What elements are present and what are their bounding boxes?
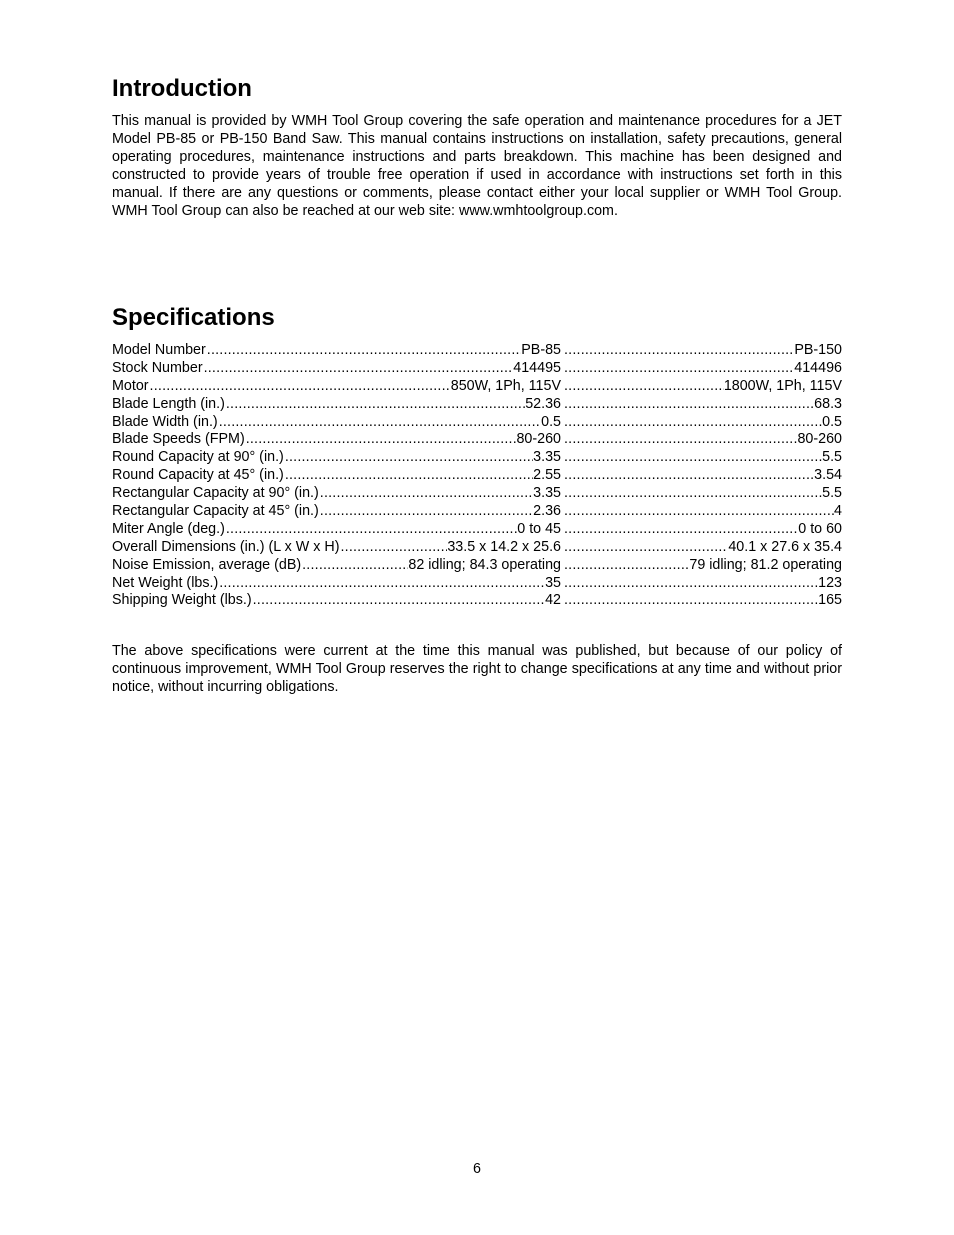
- dot-leader: [561, 342, 794, 360]
- specifications-heading: Specifications: [112, 304, 275, 331]
- spec-value-pb150: 4: [834, 503, 842, 520]
- spec-value-pb150: 40.1 x 27.6 x 35.4: [728, 538, 842, 555]
- spec-row-pb150-cell: [561, 485, 842, 503]
- spec-value-pb85: 0 to 45: [517, 520, 561, 537]
- spec-row-pb85-cell: [112, 592, 561, 610]
- spec-row-pb150-cell: [561, 342, 842, 360]
- dot-leader: [561, 431, 797, 449]
- spec-label: Rectangular Capacity at 90° (in.): [112, 485, 319, 502]
- spec-row-pb85-cell: [112, 342, 561, 360]
- spec-value-pb150: 3.54: [814, 467, 842, 484]
- dot-leader: [149, 378, 451, 396]
- spec-row-pb150-cell: [561, 467, 842, 485]
- spec-row-pb85-cell: [112, 575, 561, 593]
- spec-value-pb150: 165: [818, 592, 842, 609]
- spec-value-pb150: 80-260: [797, 431, 842, 448]
- spec-label: Motor: [112, 377, 149, 394]
- dot-leader: [301, 557, 408, 575]
- dot-leader: [561, 360, 794, 378]
- spec-row-pb150-cell: [561, 539, 842, 557]
- spec-row-pb85-cell: [112, 485, 561, 503]
- spec-label: Blade Speeds (FPM): [112, 431, 245, 448]
- spec-value-pb85: 82 idling; 84.3 operating: [408, 556, 561, 573]
- spec-row-pb85-cell: [112, 396, 561, 414]
- spec-row-pb85-cell: [112, 539, 561, 557]
- spec-row: [112, 485, 842, 503]
- spec-row-pb85-cell: [112, 431, 561, 449]
- spec-row-pb85-cell: [112, 503, 561, 521]
- introduction-body: This manual is provided by WMH Tool Group covering the safe operation and maintenance procedures for a JET Model PB-85 or PB-150 Band Saw. This manual contains instructions on installation, safety precautions, general operating procedures, maintenance instructions and parts breakdown. This machine has been designed and constructed to provide years of trouble free operation if used in accordance with instructions set forth in this manual. If there are any questions or comments, please contact either your local supplier or WMH Tool Group. WMH Tool Group can also be reached at our web site: www.wmhtoolgroup.com.: [112, 113, 842, 219]
- spec-label: Noise Emission, average (dB): [112, 556, 302, 573]
- spec-label: Model Number: [112, 342, 206, 358]
- spec-label: Miter Angle (deg.): [112, 520, 225, 537]
- spec-value-pb150: PB-150: [794, 342, 842, 358]
- page-number: 6: [473, 1161, 481, 1177]
- spec-row-pb150-cell: [561, 503, 842, 521]
- spec-label: Round Capacity at 90° (in.): [112, 449, 284, 466]
- spec-row: [112, 539, 842, 557]
- spec-row: [112, 503, 842, 521]
- spec-row-pb85-cell: [112, 521, 561, 539]
- spec-value-pb85: 0.5: [541, 413, 561, 430]
- spec-value-pb150: 79 idling; 81.2 operating: [689, 556, 842, 573]
- spec-label: Net Weight (lbs.): [112, 574, 219, 591]
- spec-row: [112, 575, 842, 593]
- dot-leader: [561, 378, 724, 396]
- spec-label: Blade Length (in.): [112, 395, 225, 412]
- spec-value-pb85: 2.55: [533, 467, 561, 484]
- spec-value-pb150: 1800W, 1Ph, 115V: [723, 377, 842, 394]
- spec-value-pb150: 0.5: [822, 413, 842, 430]
- spec-row-pb85-cell: [112, 449, 561, 467]
- spec-label: Shipping Weight (lbs.): [112, 592, 252, 609]
- dot-leader: [245, 431, 517, 449]
- dot-leader: [225, 396, 525, 414]
- spec-value-pb85: 80-260: [516, 431, 561, 448]
- spec-value-pb150: 5.5: [822, 449, 842, 466]
- spec-row: [112, 449, 842, 467]
- spec-value-pb85: 3.35: [533, 485, 561, 502]
- dot-leader: [561, 396, 814, 414]
- spec-row: [112, 342, 842, 360]
- spec-value-pb85: PB-85: [521, 342, 561, 358]
- spec-label: Overall Dimensions (in.) (L x W x H): [112, 538, 340, 555]
- dot-leader: [206, 342, 521, 360]
- dot-leader: [252, 592, 545, 610]
- spec-value-pb85: 2.36: [533, 503, 561, 520]
- spec-label: Rectangular Capacity at 45° (in.): [112, 503, 319, 520]
- spec-value-pb150: 5.5: [822, 485, 842, 502]
- dot-leader: [561, 557, 689, 575]
- spec-row-pb85-cell: [112, 557, 561, 575]
- spec-value-pb85: 52.36: [525, 395, 561, 412]
- dot-leader: [561, 521, 798, 539]
- dot-leader: [561, 592, 818, 610]
- dot-leader: [561, 414, 822, 432]
- dot-leader: [561, 467, 814, 485]
- spec-row: [112, 396, 842, 414]
- spec-row-pb85-cell: [112, 378, 561, 396]
- dot-leader: [319, 485, 533, 503]
- spec-row: [112, 414, 842, 432]
- spec-row: [112, 467, 842, 485]
- spec-row: [112, 557, 842, 575]
- spec-row-pb85-cell: [112, 414, 561, 432]
- dot-leader: [561, 503, 834, 521]
- dot-leader: [339, 539, 447, 557]
- spec-row-pb150-cell: [561, 592, 842, 610]
- spec-value-pb85: 3.35: [533, 449, 561, 466]
- dot-leader: [561, 575, 818, 593]
- spec-row-pb150-cell: [561, 575, 842, 593]
- dot-leader: [561, 449, 822, 467]
- spec-row-pb150-cell: [561, 396, 842, 414]
- spec-row-pb150-cell: [561, 414, 842, 432]
- spec-row: [112, 378, 842, 396]
- spec-label: Stock Number: [112, 359, 203, 376]
- dot-leader: [561, 539, 728, 557]
- spec-value-pb85: 35: [545, 574, 561, 591]
- spec-value-pb85: 42: [545, 592, 561, 609]
- spec-row-pb150-cell: [561, 378, 842, 396]
- spec-row: [112, 431, 842, 449]
- dot-leader: [203, 360, 514, 378]
- dot-leader: [561, 485, 822, 503]
- dot-leader: [319, 503, 533, 521]
- dot-leader: [218, 575, 545, 593]
- spec-row: [112, 360, 842, 378]
- spec-row-pb150-cell: [561, 449, 842, 467]
- spec-value-pb150: 414496: [794, 359, 842, 376]
- introduction-heading: Introduction: [112, 75, 252, 102]
- spec-label: Round Capacity at 45° (in.): [112, 467, 284, 484]
- dot-leader: [284, 449, 533, 467]
- spec-row: [112, 592, 842, 610]
- spec-row-pb150-cell: [561, 431, 842, 449]
- spec-value-pb150: 68.3: [814, 395, 842, 412]
- spec-row-pb150-cell: [561, 521, 842, 539]
- spec-value-pb85: 33.5 x 14.2 x 25.6: [447, 538, 561, 555]
- dot-leader: [225, 521, 517, 539]
- dot-leader: [284, 467, 533, 485]
- spec-value-pb85: 414495: [513, 359, 561, 376]
- specifications-table: [112, 342, 842, 610]
- spec-value-pb150: 123: [818, 574, 842, 591]
- spec-row-pb85-cell: [112, 360, 561, 378]
- spec-label: Blade Width (in.): [112, 413, 218, 430]
- specifications-note: The above specifications were current at the time this manual was published, but because of our policy of continuous improvement, WMH Tool Group reserves the right to change specifications at any time and without prior notice, without incurring obligations.: [112, 643, 842, 695]
- spec-row-pb85-cell: [112, 467, 561, 485]
- dot-leader: [218, 414, 541, 432]
- spec-value-pb150: 0 to 60: [798, 520, 842, 537]
- spec-row-pb150-cell: [561, 360, 842, 378]
- spec-value-pb85: 850W, 1Ph, 115V: [450, 377, 561, 394]
- spec-row: [112, 521, 842, 539]
- spec-row-pb150-cell: [561, 557, 842, 575]
